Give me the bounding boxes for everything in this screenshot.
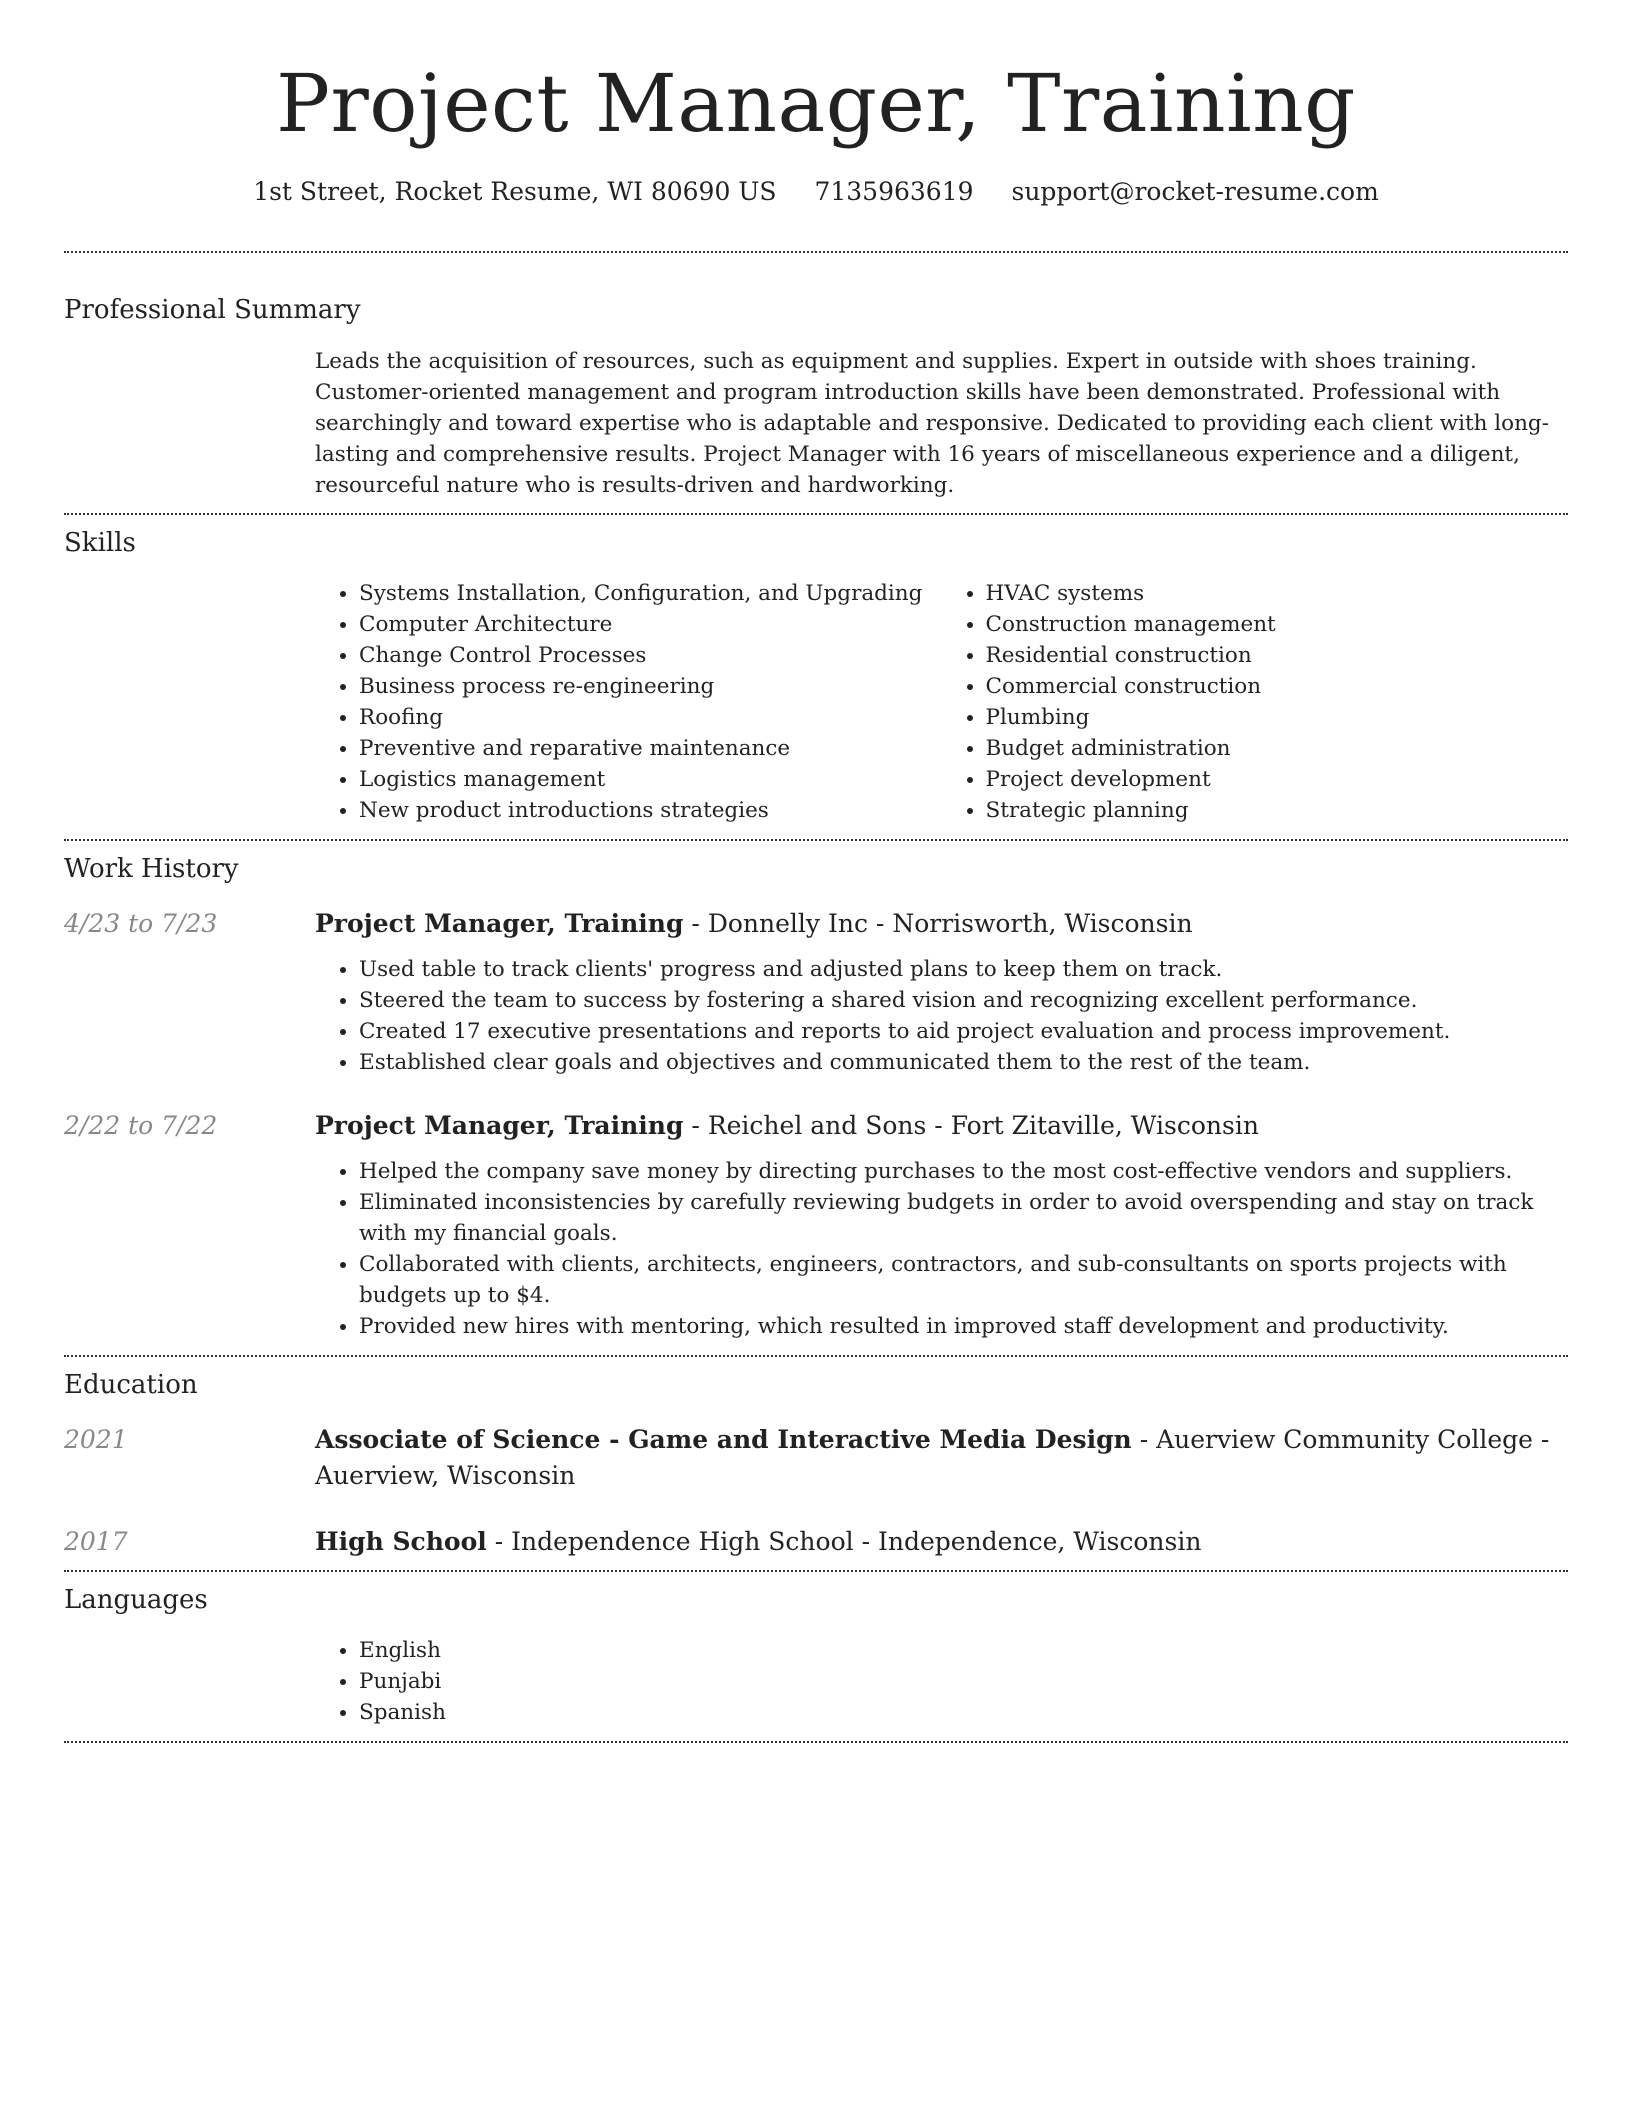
skill-item: • Residential construction bbox=[986, 640, 1569, 671]
contact-line bbox=[64, 174, 1568, 210]
contact-email: support@rocket-resume.com bbox=[1011, 177, 1379, 206]
language-item: • Punjabi bbox=[359, 1666, 1568, 1697]
summary-content bbox=[315, 346, 1568, 501]
job-location: Norrisworth, Wisconsin bbox=[892, 909, 1193, 938]
job-bullets bbox=[315, 954, 1568, 1078]
contact-phone: 7135963619 bbox=[814, 177, 974, 206]
education-location: Independence, Wisconsin bbox=[878, 1527, 1202, 1556]
skill-item: • Strategic planning bbox=[986, 795, 1569, 826]
job-bullet: • Helped the company save money by directing purchases to the most cost-effective vendors and suppliers. bbox=[359, 1156, 1568, 1187]
job-bullet: • Eliminated inconsistencies by carefully reviewing budgets in order to avoid overspending and stay on track with my financial goals. bbox=[359, 1187, 1568, 1249]
skills-section bbox=[64, 515, 1568, 839]
skill-item: • New product introductions strategies bbox=[359, 795, 942, 826]
education-entry bbox=[64, 1524, 1568, 1560]
skill-item: • Plumbing bbox=[986, 702, 1569, 733]
work-entry bbox=[64, 1108, 1568, 1342]
skill-item: • HVAC systems bbox=[986, 578, 1569, 609]
job-company: Donnelly Inc bbox=[707, 909, 868, 938]
languages-list bbox=[315, 1635, 1568, 1728]
section-title-summary: Professional Summary bbox=[64, 295, 361, 325]
skill-item: • Logistics management bbox=[359, 764, 942, 795]
education-degree: High School bbox=[315, 1527, 487, 1556]
job-bullet: • Steered the team to success by fostering a shared vision and recognizing excellent performance. bbox=[359, 985, 1568, 1016]
education-section bbox=[64, 1357, 1568, 1570]
skill-item: • Project development bbox=[986, 764, 1569, 795]
job-role: Project Manager, Training bbox=[315, 909, 684, 938]
section-title-education: Education bbox=[64, 1370, 198, 1400]
skills-list-right bbox=[942, 578, 1569, 826]
work-entry bbox=[64, 906, 1568, 1078]
education-title: High School - Independence High School - Independence, Wisconsin bbox=[315, 1527, 1202, 1556]
contact-address: 1st Street, Rocket Resume, WI 80690 US bbox=[253, 177, 777, 206]
job-bullet: • Used table to track clients' progress and adjusted plans to keep them on track. bbox=[359, 954, 1568, 985]
divider bbox=[64, 1741, 1568, 1743]
work-date: 4/23 to 7/23 bbox=[64, 909, 218, 938]
education-date: 2017 bbox=[64, 1527, 128, 1556]
work-section bbox=[64, 841, 1568, 1355]
education-location: Auerview, Wisconsin bbox=[315, 1461, 576, 1490]
work-title: Project Manager, Training - Donnelly Inc - Norrisworth, Wisconsin bbox=[315, 909, 1193, 938]
summary-section bbox=[64, 253, 1568, 513]
resume-name: Project Manager, Training bbox=[276, 57, 1356, 150]
skill-item: • Construction management bbox=[986, 609, 1569, 640]
summary-text: Leads the acquisition of resources, such as equipment and supplies. Expert in outside with shoes training. Customer-oriented management and program introduction skills have been demonstrated. Professional with searchingly and toward expertise who is adaptable and responsive. Dedicated to providing each client with long-lasting and comprehensive results. Project Manager with 16 years of miscellaneous experience and a diligent, resourceful nature who is results-driven and hardworking. bbox=[315, 349, 1549, 498]
job-location: Fort Zitaville, Wisconsin bbox=[950, 1111, 1259, 1140]
languages-section bbox=[64, 1572, 1568, 1741]
skills-list-left bbox=[315, 578, 942, 826]
work-title: Project Manager, Training - Reichel and Sons - Fort Zitaville, Wisconsin bbox=[315, 1111, 1259, 1140]
section-title-languages: Languages bbox=[64, 1585, 208, 1615]
job-bullet: • Created 17 executive presentations and reports to aid project evaluation and process improvement. bbox=[359, 1016, 1568, 1047]
language-item: • English bbox=[359, 1635, 1568, 1666]
education-title: Associate of Science - Game and Interactive Media Design - Auerview Community College - Auerview, Wisconsin bbox=[315, 1425, 1550, 1490]
job-bullet: • Established clear goals and objectives and communicated them to the rest of the team. bbox=[359, 1047, 1568, 1078]
skill-item: • Change Control Processes bbox=[359, 640, 942, 671]
skill-item: • Commercial construction bbox=[986, 671, 1569, 702]
skill-item: • Computer Architecture bbox=[359, 609, 942, 640]
education-school: Independence High School bbox=[511, 1527, 854, 1556]
education-school: Auerview Community College bbox=[1156, 1425, 1533, 1454]
job-bullets bbox=[315, 1156, 1568, 1342]
job-company: Reichel and Sons bbox=[707, 1111, 927, 1140]
skill-item: • Systems Installation, Configuration, and Upgrading bbox=[359, 578, 942, 609]
job-bullet: • Collaborated with clients, architects, engineers, contractors, and sub-consultants on sports projects with budgets up to $4. bbox=[359, 1249, 1568, 1311]
job-role: Project Manager, Training bbox=[315, 1111, 684, 1140]
skill-item: • Roofing bbox=[359, 702, 942, 733]
education-degree: Associate of Science - Game and Interactive Media Design bbox=[315, 1425, 1132, 1454]
work-entry-body bbox=[315, 906, 1568, 1078]
work-entry-body bbox=[315, 1108, 1568, 1342]
section-title-work: Work History bbox=[64, 854, 239, 884]
skill-item: • Preventive and reparative maintenance bbox=[359, 733, 942, 764]
skill-item: • Business process re-engineering bbox=[359, 671, 942, 702]
education-date: 2021 bbox=[64, 1425, 128, 1454]
skill-item: • Budget administration bbox=[986, 733, 1569, 764]
languages-content bbox=[315, 1635, 1568, 1728]
skills-grid bbox=[315, 578, 1568, 826]
section-title-skills: Skills bbox=[64, 528, 136, 558]
language-item: • Spanish bbox=[359, 1697, 1568, 1728]
job-bullet: • Provided new hires with mentoring, which resulted in improved staff development and productivity. bbox=[359, 1311, 1568, 1342]
work-date: 2/22 to 7/22 bbox=[64, 1111, 218, 1140]
education-entry bbox=[64, 1422, 1568, 1494]
